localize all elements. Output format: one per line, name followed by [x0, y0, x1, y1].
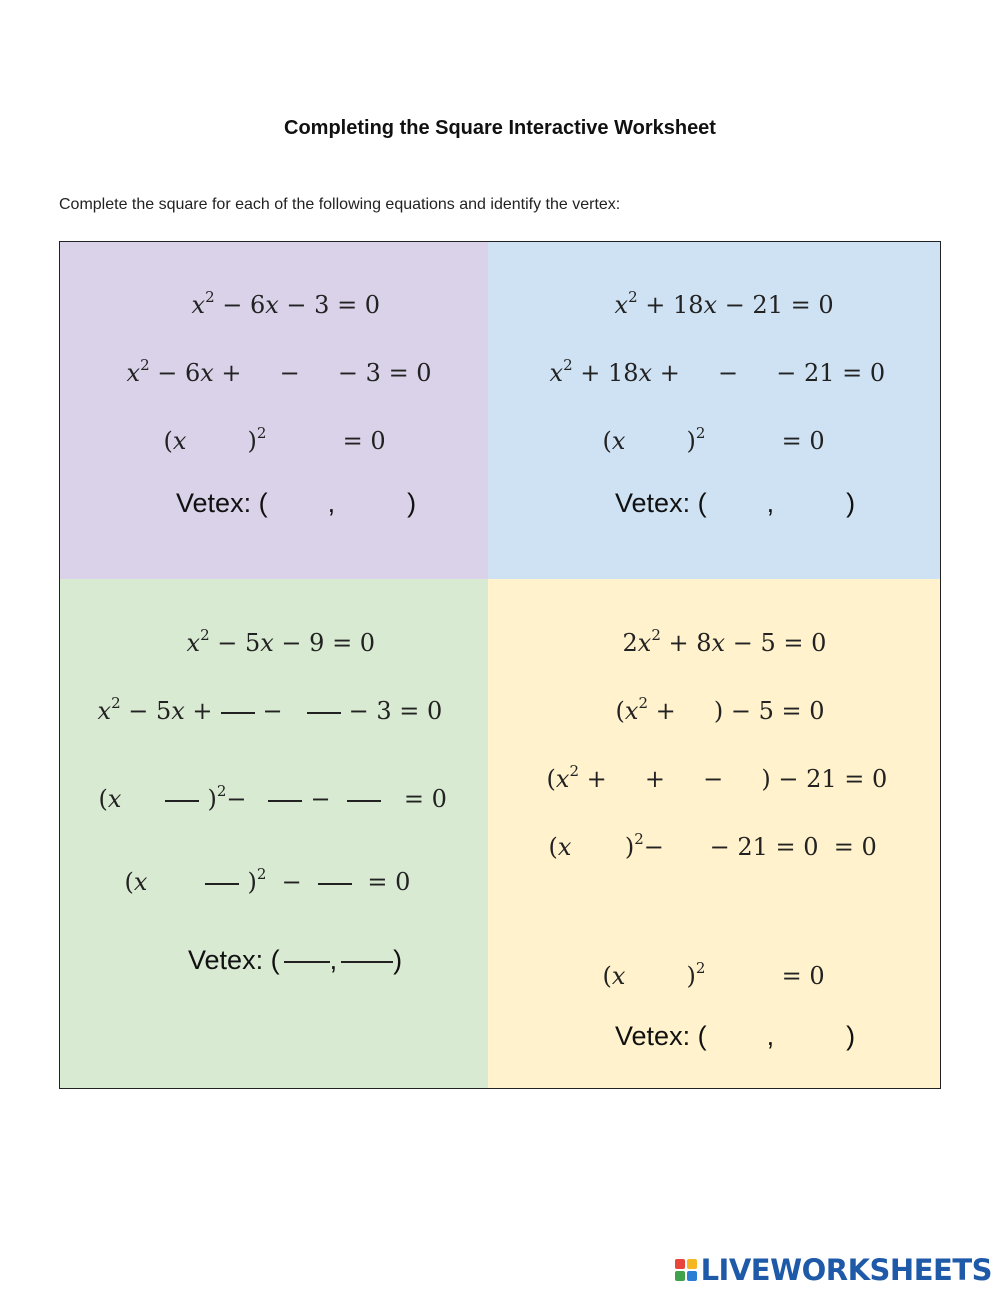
problem-3-step-2: (x )$^2$− − = 0: [98, 782, 447, 813]
problem-2-step-1: $x^2 + 18x$ + − − 21 = 0: [549, 356, 886, 387]
problem-4-step-2: ($x^2$ + + − ) − 21 = 0: [546, 762, 888, 793]
problem-1-step-2: (x )$^2$ = 0: [163, 424, 386, 455]
problem-1-step-1: $x^2 - 6x$ + − − 3 = 0: [126, 356, 432, 387]
problem-2-cell: [488, 241, 941, 580]
problem-1-vertex: Vetex: ( , ): [176, 488, 417, 518]
problem-3-step-1: $x^2 - 5x$ + − − 3 = 0: [97, 694, 443, 725]
problem-1-cell: [59, 241, 489, 580]
problem-2-step-2: (x )$^2$ = 0: [602, 424, 825, 455]
problem-2-equation: $x^2 + 18x - 21 = 0$: [614, 288, 834, 319]
problem-3-vertex: Vetex: ( , ): [188, 945, 403, 975]
problem-4-step-3: (x )$^2$− − 21 = 0 = 0: [548, 830, 877, 861]
worksheet-title: Completing the Square Interactive Worksheet: [284, 117, 716, 139]
problem-2-vertex: Vetex: ( , ): [615, 488, 856, 518]
problem-1-equation: $x^2 - 6x - 3 = 0$: [191, 288, 381, 319]
problem-3-equation: $x^2 - 5x - 9 = 0$: [186, 626, 376, 657]
problem-3-step-3: (x )$^2$ − = 0: [124, 865, 411, 896]
problem-4-vertex: Vetex: ( , ): [615, 1021, 856, 1051]
problem-4-step-1: ($x^2$ + ) − 5 = 0: [615, 694, 825, 725]
problem-3-cell: [59, 579, 489, 1089]
logo-text: LIVEWORKSHEETS: [700, 1253, 992, 1287]
problem-4-equation: $2x^2 + 8x - 5 = 0$: [622, 626, 827, 657]
problem-4-step-4: (x )$^2$ = 0: [602, 959, 825, 990]
instructions: Complete the square for each of the following equations and identify the vertex:: [59, 196, 621, 213]
liveworksheets-logo-icon: [675, 1259, 697, 1281]
liveworksheets-logo: [675, 1253, 992, 1287]
problem-4-cell: [488, 579, 941, 1089]
